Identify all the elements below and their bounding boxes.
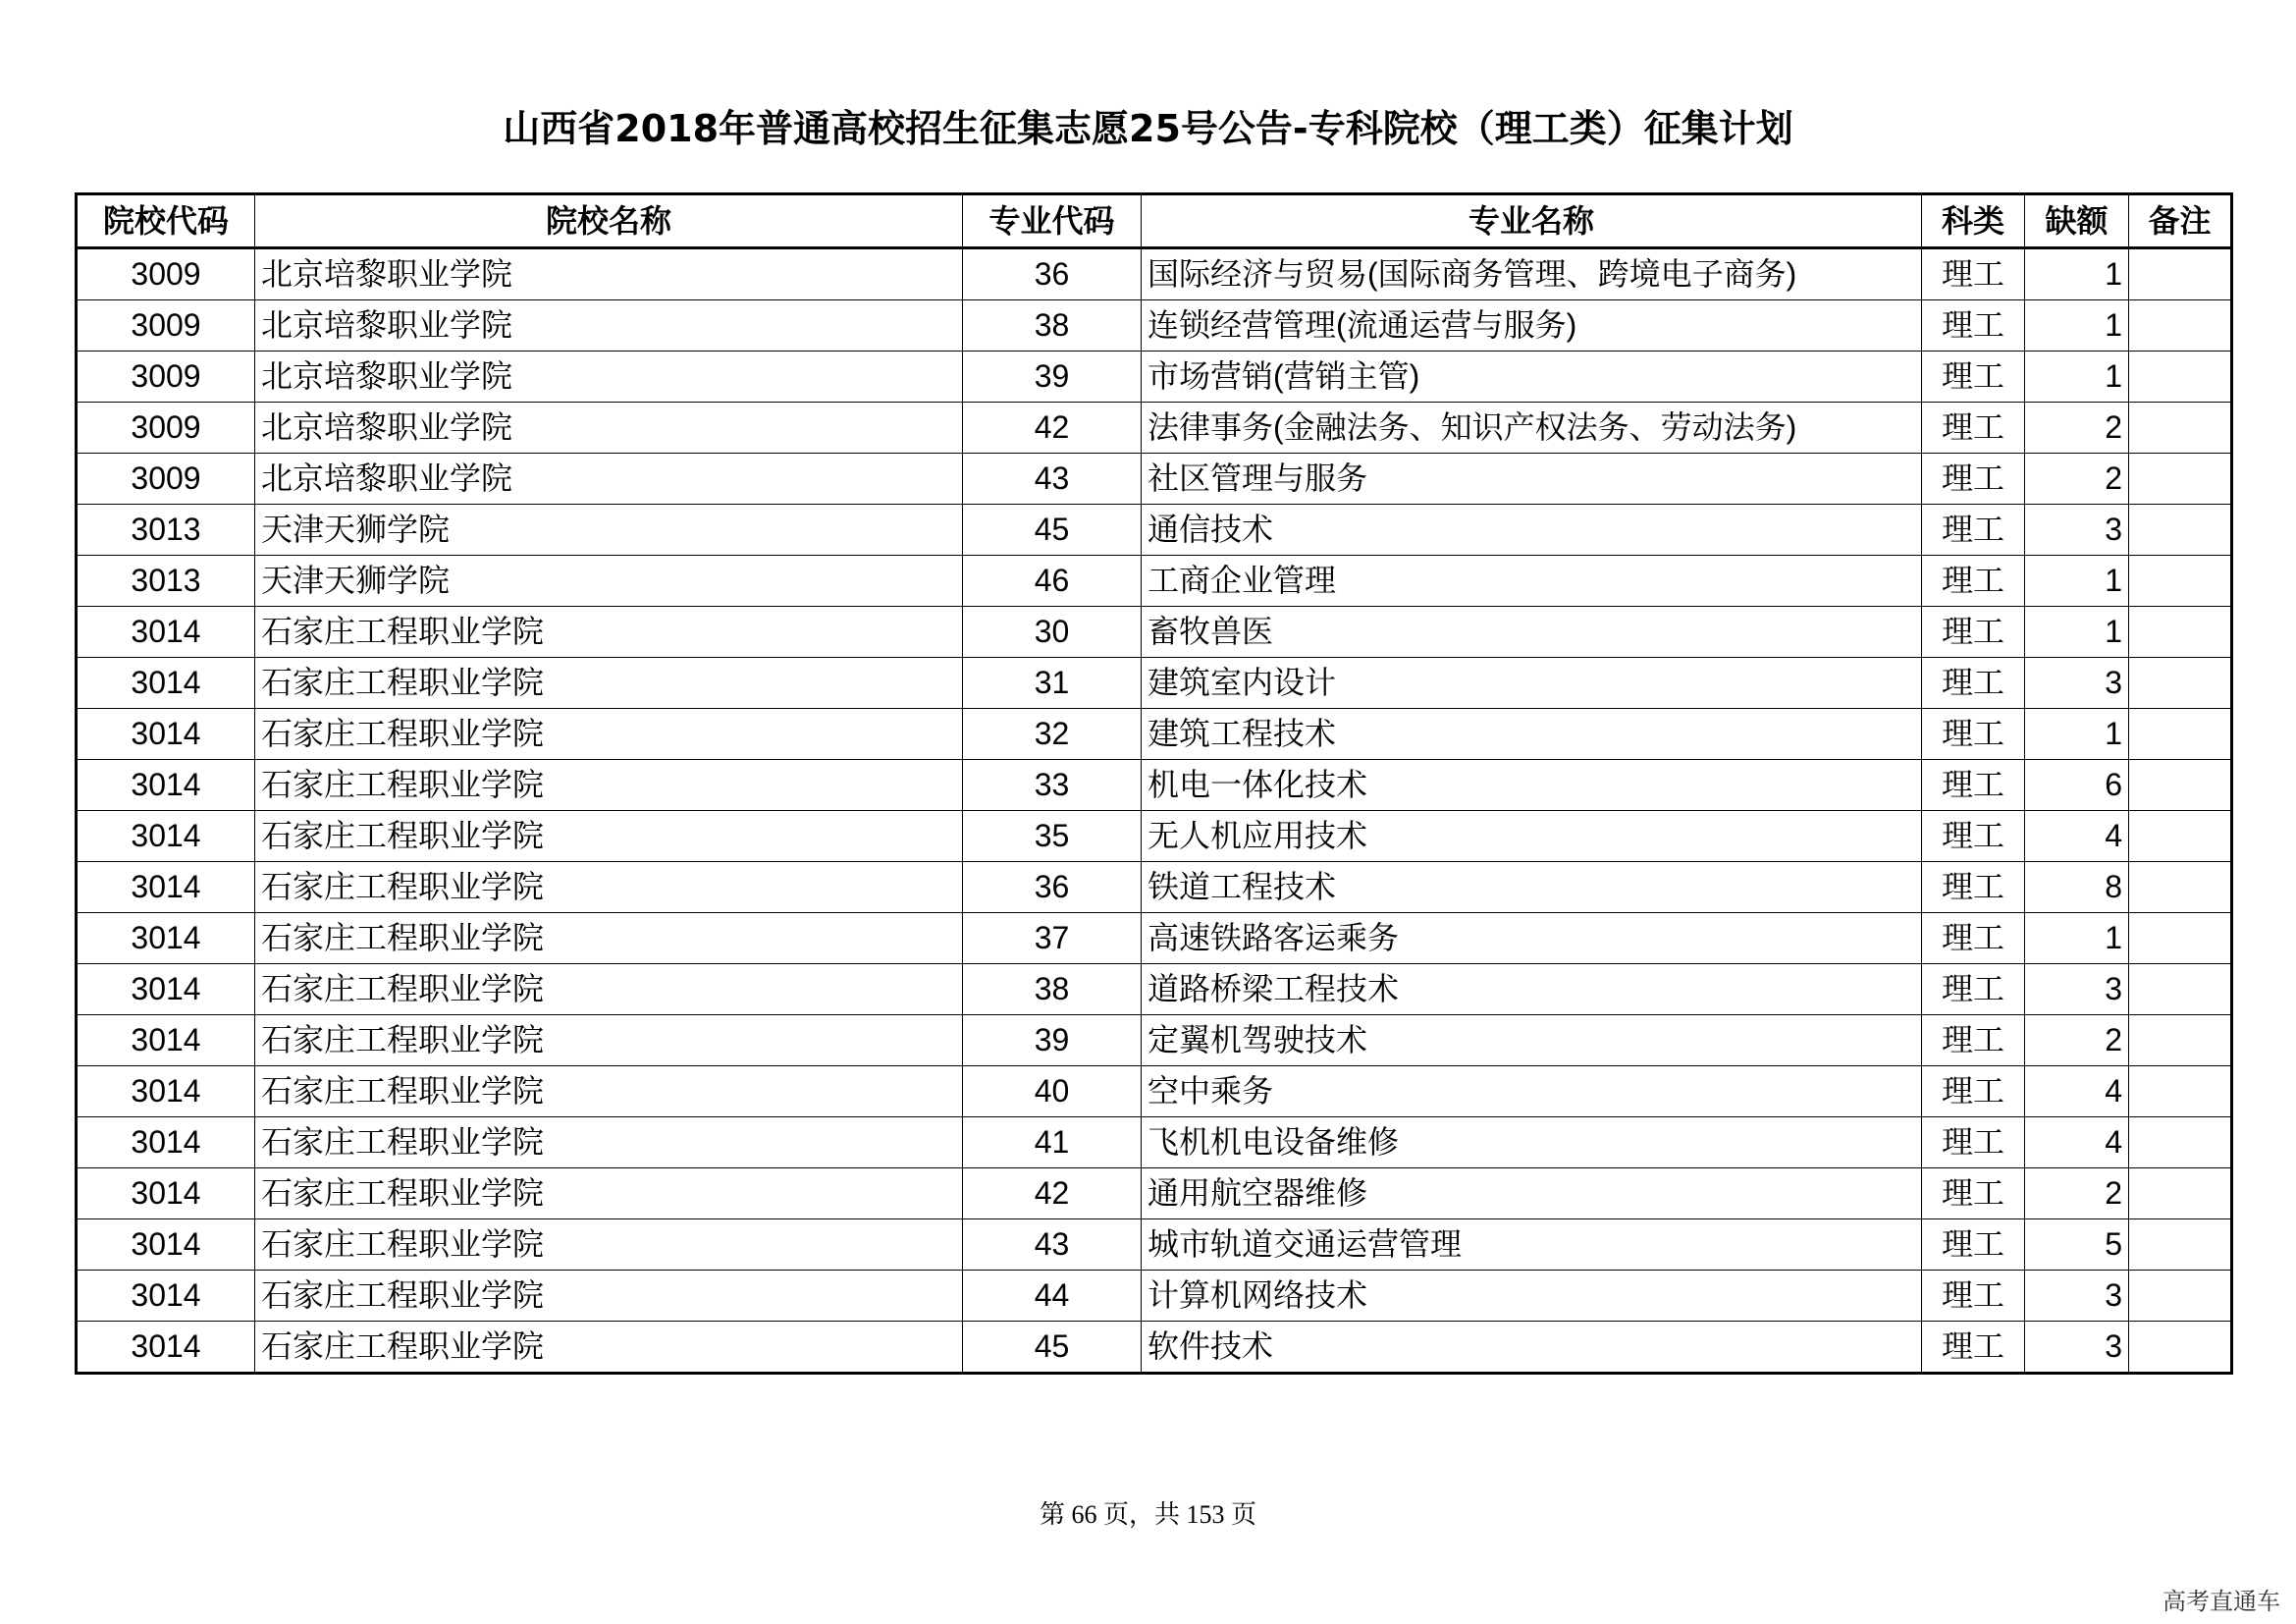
cell-vacancy: 4 — [2025, 1117, 2129, 1168]
cell-school-name: 天津天狮学院 — [255, 505, 963, 556]
cell-category: 理工 — [1922, 248, 2025, 300]
cell-school-code: 3014 — [77, 607, 255, 658]
table-row — [77, 964, 2232, 1015]
cell-major-name: 高速铁路客运乘务 — [1142, 913, 1922, 964]
table-header-row — [77, 194, 2232, 248]
cell-remarks — [2129, 300, 2232, 352]
cell-school-code: 3014 — [77, 811, 255, 862]
cell-school-name: 石家庄工程职业学院 — [255, 1066, 963, 1117]
cell-school-name: 天津天狮学院 — [255, 556, 963, 607]
cell-vacancy: 1 — [2025, 709, 2129, 760]
cell-category: 理工 — [1922, 862, 2025, 913]
cell-school-name: 石家庄工程职业学院 — [255, 862, 963, 913]
cell-major-code: 43 — [963, 454, 1142, 505]
watermark: 高考直通车 — [2163, 1588, 2280, 1615]
table-row — [77, 658, 2232, 709]
header-major-name: 专业名称 — [1142, 194, 1922, 248]
cell-remarks — [2129, 403, 2232, 454]
cell-school-code: 3014 — [77, 862, 255, 913]
cell-remarks — [2129, 1015, 2232, 1066]
cell-vacancy: 1 — [2025, 300, 2129, 352]
cell-school-name: 石家庄工程职业学院 — [255, 1117, 963, 1168]
cell-vacancy: 1 — [2025, 607, 2129, 658]
header-major-code: 专业代码 — [963, 194, 1142, 248]
cell-category: 理工 — [1922, 607, 2025, 658]
cell-school-code: 3014 — [77, 913, 255, 964]
cell-major-code: 37 — [963, 913, 1142, 964]
cell-vacancy: 4 — [2025, 811, 2129, 862]
cell-major-code: 33 — [963, 760, 1142, 811]
cell-major-code: 42 — [963, 1168, 1142, 1219]
cell-school-code: 3009 — [77, 352, 255, 403]
cell-vacancy: 6 — [2025, 760, 2129, 811]
cell-remarks — [2129, 1066, 2232, 1117]
cell-major-name: 空中乘务 — [1142, 1066, 1922, 1117]
table-row — [77, 607, 2232, 658]
table-row — [77, 454, 2232, 505]
cell-school-code: 3014 — [77, 1271, 255, 1322]
cell-major-name: 法律事务(金融法务、知识产权法务、劳动法务) — [1142, 403, 1922, 454]
cell-major-code: 45 — [963, 505, 1142, 556]
cell-remarks — [2129, 913, 2232, 964]
cell-major-name: 工商企业管理 — [1142, 556, 1922, 607]
cell-major-name: 城市轨道交通运营管理 — [1142, 1219, 1922, 1271]
cell-major-code: 35 — [963, 811, 1142, 862]
cell-remarks — [2129, 1322, 2232, 1374]
cell-school-name: 石家庄工程职业学院 — [255, 1219, 963, 1271]
cell-school-name: 石家庄工程职业学院 — [255, 1015, 963, 1066]
cell-major-name: 通用航空器维修 — [1142, 1168, 1922, 1219]
cell-vacancy: 1 — [2025, 556, 2129, 607]
cell-category: 理工 — [1922, 454, 2025, 505]
cell-major-name: 计算机网络技术 — [1142, 1271, 1922, 1322]
cell-category: 理工 — [1922, 505, 2025, 556]
cell-category: 理工 — [1922, 658, 2025, 709]
cell-school-name: 石家庄工程职业学院 — [255, 811, 963, 862]
cell-remarks — [2129, 811, 2232, 862]
cell-remarks — [2129, 556, 2232, 607]
cell-vacancy: 8 — [2025, 862, 2129, 913]
table-row — [77, 811, 2232, 862]
cell-school-name: 石家庄工程职业学院 — [255, 709, 963, 760]
cell-category: 理工 — [1922, 964, 2025, 1015]
header-school-code: 院校代码 — [77, 194, 255, 248]
cell-school-code: 3014 — [77, 1219, 255, 1271]
cell-school-code: 3014 — [77, 1015, 255, 1066]
cell-school-code: 3014 — [77, 1117, 255, 1168]
cell-school-name: 石家庄工程职业学院 — [255, 1322, 963, 1374]
cell-school-code: 3009 — [77, 454, 255, 505]
cell-school-code: 3009 — [77, 248, 255, 300]
cell-vacancy: 4 — [2025, 1066, 2129, 1117]
cell-school-code: 3014 — [77, 1322, 255, 1374]
cell-remarks — [2129, 709, 2232, 760]
cell-school-code: 3009 — [77, 300, 255, 352]
cell-major-code: 38 — [963, 964, 1142, 1015]
header-vacancy: 缺额 — [2025, 194, 2129, 248]
table-row — [77, 556, 2232, 607]
cell-category: 理工 — [1922, 1015, 2025, 1066]
cell-major-name: 通信技术 — [1142, 505, 1922, 556]
page-number: 第 66 页，共 153 页 — [1039, 1500, 1256, 1529]
cell-major-code: 39 — [963, 1015, 1142, 1066]
cell-school-code: 3013 — [77, 505, 255, 556]
cell-major-code: 39 — [963, 352, 1142, 403]
header-category: 科类 — [1922, 194, 2025, 248]
cell-major-code: 46 — [963, 556, 1142, 607]
cell-category: 理工 — [1922, 1117, 2025, 1168]
cell-major-name: 机电一体化技术 — [1142, 760, 1922, 811]
cell-major-name: 定翼机驾驶技术 — [1142, 1015, 1922, 1066]
cell-major-code: 38 — [963, 300, 1142, 352]
cell-major-name: 市场营销(营销主管) — [1142, 352, 1922, 403]
cell-major-code: 32 — [963, 709, 1142, 760]
table-row — [77, 913, 2232, 964]
cell-vacancy: 3 — [2025, 1271, 2129, 1322]
table-row — [77, 1168, 2232, 1219]
cell-school-name: 石家庄工程职业学院 — [255, 607, 963, 658]
cell-remarks — [2129, 1219, 2232, 1271]
cell-school-code: 3014 — [77, 658, 255, 709]
cell-major-name: 软件技术 — [1142, 1322, 1922, 1374]
cell-major-name: 畜牧兽医 — [1142, 607, 1922, 658]
table-row — [77, 1066, 2232, 1117]
cell-school-name: 北京培黎职业学院 — [255, 248, 963, 300]
cell-major-name: 建筑工程技术 — [1142, 709, 1922, 760]
cell-school-code: 3013 — [77, 556, 255, 607]
cell-remarks — [2129, 505, 2232, 556]
cell-vacancy: 3 — [2025, 658, 2129, 709]
cell-category: 理工 — [1922, 403, 2025, 454]
cell-vacancy: 2 — [2025, 454, 2129, 505]
cell-major-code: 44 — [963, 1271, 1142, 1322]
cell-major-name: 道路桥梁工程技术 — [1142, 964, 1922, 1015]
table-body — [77, 248, 2232, 1374]
cell-major-name: 国际经济与贸易(国际商务管理、跨境电子商务) — [1142, 248, 1922, 300]
cell-category: 理工 — [1922, 760, 2025, 811]
cell-remarks — [2129, 862, 2232, 913]
cell-major-code: 36 — [963, 862, 1142, 913]
cell-major-code: 45 — [963, 1322, 1142, 1374]
cell-major-code: 40 — [963, 1066, 1142, 1117]
cell-school-name: 石家庄工程职业学院 — [255, 964, 963, 1015]
cell-remarks — [2129, 1168, 2232, 1219]
cell-vacancy: 5 — [2025, 1219, 2129, 1271]
cell-category: 理工 — [1922, 1322, 2025, 1374]
table-row — [77, 862, 2232, 913]
cell-remarks — [2129, 1271, 2232, 1322]
cell-category: 理工 — [1922, 1271, 2025, 1322]
table-row — [77, 760, 2232, 811]
cell-vacancy: 2 — [2025, 1015, 2129, 1066]
cell-major-code: 36 — [963, 248, 1142, 300]
table-row — [77, 709, 2232, 760]
cell-remarks — [2129, 964, 2232, 1015]
cell-category: 理工 — [1922, 300, 2025, 352]
cell-school-code: 3014 — [77, 1066, 255, 1117]
table-row — [77, 1322, 2232, 1374]
cell-category: 理工 — [1922, 811, 2025, 862]
cell-category: 理工 — [1922, 1168, 2025, 1219]
table-row — [77, 352, 2232, 403]
cell-vacancy: 3 — [2025, 505, 2129, 556]
cell-major-name: 社区管理与服务 — [1142, 454, 1922, 505]
cell-major-name: 连锁经营管理(流通运营与服务) — [1142, 300, 1922, 352]
table-row — [77, 1015, 2232, 1066]
header-school-name: 院校名称 — [255, 194, 963, 248]
cell-remarks — [2129, 760, 2232, 811]
table-row — [77, 505, 2232, 556]
header-remarks: 备注 — [2129, 194, 2232, 248]
cell-major-code: 31 — [963, 658, 1142, 709]
cell-school-code: 3014 — [77, 1168, 255, 1219]
cell-school-name: 石家庄工程职业学院 — [255, 913, 963, 964]
table-row — [77, 300, 2232, 352]
cell-school-name: 北京培黎职业学院 — [255, 454, 963, 505]
cell-category: 理工 — [1922, 556, 2025, 607]
cell-major-name: 铁道工程技术 — [1142, 862, 1922, 913]
cell-remarks — [2129, 607, 2232, 658]
cell-vacancy: 1 — [2025, 352, 2129, 403]
cell-major-name: 无人机应用技术 — [1142, 811, 1922, 862]
cell-category: 理工 — [1922, 1219, 2025, 1271]
table-row — [77, 1117, 2232, 1168]
cell-school-name: 北京培黎职业学院 — [255, 352, 963, 403]
cell-school-name: 北京培黎职业学院 — [255, 403, 963, 454]
cell-school-code: 3014 — [77, 964, 255, 1015]
cell-school-name: 石家庄工程职业学院 — [255, 1168, 963, 1219]
cell-major-code: 30 — [963, 607, 1142, 658]
table-row — [77, 248, 2232, 300]
table-row — [77, 1271, 2232, 1322]
cell-vacancy: 3 — [2025, 964, 2129, 1015]
cell-vacancy: 3 — [2025, 1322, 2129, 1374]
cell-vacancy: 2 — [2025, 403, 2129, 454]
cell-school-name: 北京培黎职业学院 — [255, 300, 963, 352]
cell-school-name: 石家庄工程职业学院 — [255, 760, 963, 811]
cell-major-code: 41 — [963, 1117, 1142, 1168]
cell-vacancy: 1 — [2025, 248, 2129, 300]
cell-school-code: 3014 — [77, 760, 255, 811]
cell-remarks — [2129, 352, 2232, 403]
cell-category: 理工 — [1922, 352, 2025, 403]
cell-major-name: 建筑室内设计 — [1142, 658, 1922, 709]
enrollment-plan-table — [75, 192, 2233, 1375]
cell-major-code: 42 — [963, 403, 1142, 454]
cell-category: 理工 — [1922, 1066, 2025, 1117]
cell-category: 理工 — [1922, 709, 2025, 760]
cell-school-code: 3009 — [77, 403, 255, 454]
cell-school-name: 石家庄工程职业学院 — [255, 1271, 963, 1322]
cell-school-name: 石家庄工程职业学院 — [255, 658, 963, 709]
cell-remarks — [2129, 1117, 2232, 1168]
cell-major-name: 飞机机电设备维修 — [1142, 1117, 1922, 1168]
page-title: 山西省2018年普通高校招生征集志愿25号公告-专科院校（理工类）征集计划 — [503, 107, 1793, 150]
cell-remarks — [2129, 248, 2232, 300]
table-row — [77, 1219, 2232, 1271]
cell-category: 理工 — [1922, 913, 2025, 964]
cell-remarks — [2129, 454, 2232, 505]
cell-vacancy: 1 — [2025, 913, 2129, 964]
cell-remarks — [2129, 658, 2232, 709]
table-row — [77, 403, 2232, 454]
cell-school-code: 3014 — [77, 709, 255, 760]
cell-major-code: 43 — [963, 1219, 1142, 1271]
cell-vacancy: 2 — [2025, 1168, 2129, 1219]
